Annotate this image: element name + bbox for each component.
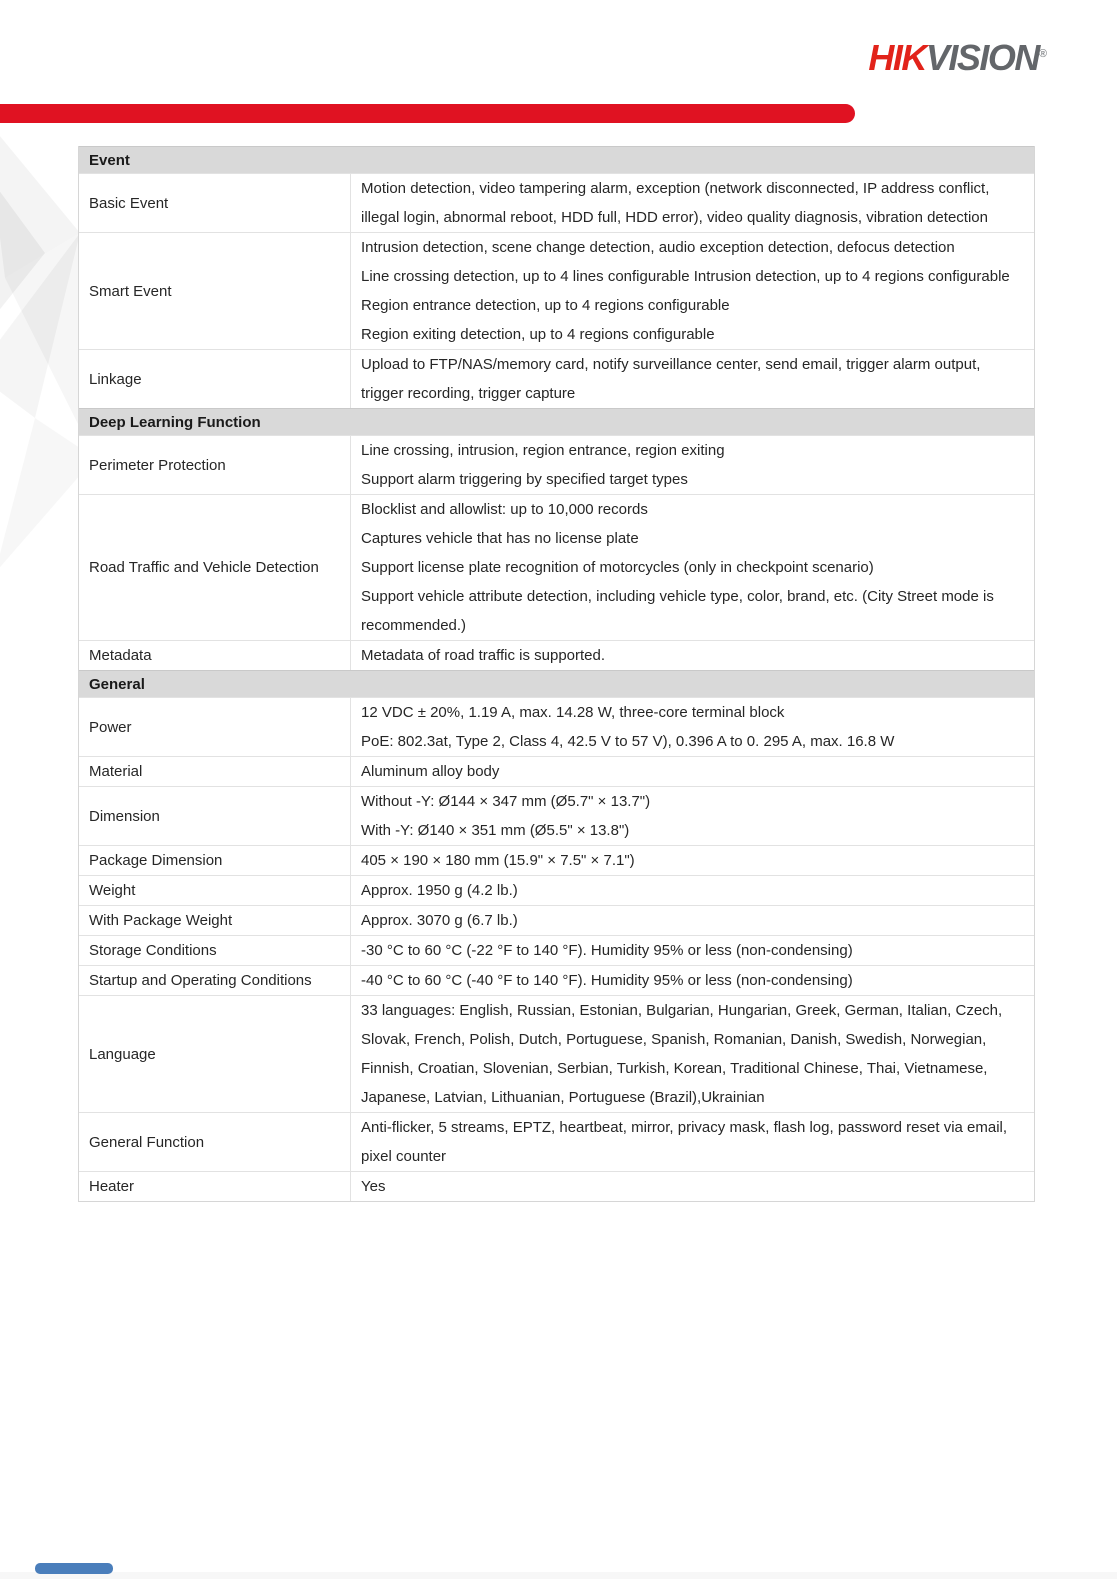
spec-value [351,698,1034,756]
spec-label: Road Traffic and Vehicle Detection [79,495,351,640]
spec-row-startup-and-operating-conditions [79,965,1034,995]
spec-row-package-dimension [79,845,1034,875]
page-bottom-band [0,1572,1117,1579]
spec-value-line: Intrusion detection, scene change detection, audio exception detection, defocus detection [361,239,955,256]
logo-vision-text: VISION [925,37,1039,78]
spec-label: With Package Weight [79,906,351,935]
spec-row-language [79,995,1034,1112]
section-header-event: Event [79,146,1034,173]
spec-label: Power [79,698,351,756]
spec-value-line: Captures vehicle that has no license plate [361,530,639,547]
spec-value [351,757,1034,786]
spec-value-line: Region entrance detection, up to 4 regions configurable [361,297,730,314]
spec-row-metadata [79,640,1034,670]
spec-value-line: Metadata of road traffic is supported. [361,647,606,664]
spec-label: General Function [79,1113,351,1171]
spec-label: Package Dimension [79,846,351,875]
section-header-general: General [79,670,1034,697]
spec-value [351,787,1034,845]
spec-label: Linkage [79,350,351,408]
spec-value [351,436,1034,494]
spec-value-line: Line crossing, intrusion, region entrance, region exiting [361,442,725,459]
spec-row-road-traffic-and-vehicle-detection [79,494,1034,640]
spec-row-power [79,697,1034,756]
spec-label: Language [79,996,351,1112]
spec-value [351,996,1034,1112]
spec-value [351,936,1034,965]
spec-value-line: 33 languages: English, Russian, Estonian, Bulgarian, Hungarian, Greek, German, Italian, Czech, Slovak, French, Polish, Dutch, Portuguese, Spanish, Romanian, Danish, Swedish, Norwegian, Finnish, Croatian, Slovenian, Serbian, Turkish, Korean, Traditional Chinese, Thai, Vietnamese, Japanese, Latvian, Lithuanian, Portuguese (Brazil),Ukrainian [361,1002,1003,1106]
spec-value-line: Approx. 1950 g (4.2 lb.) [361,882,518,899]
spec-value-line: Support license plate recognition of motorcycles (only in checkpoint scenario) [361,559,874,576]
spec-value [351,495,1034,640]
spec-label: Storage Conditions [79,936,351,965]
spec-label: Heater [79,1172,351,1201]
spec-label: Perimeter Protection [79,436,351,494]
spec-label: Basic Event [79,174,351,232]
spec-value-line: Support alarm triggering by specified target types [361,471,688,488]
spec-value-line: Motion detection, video tampering alarm, exception (network disconnected, IP address conflict, illegal login, abnormal reboot, HDD full, HDD error), video quality diagnosis, vibration detection [361,180,990,226]
spec-value-line: Without -Y: Ø144 × 347 mm (Ø5.7" × 13.7") [361,793,651,810]
spec-value-line: Anti-flicker, 5 streams, EPTZ, heartbeat, mirror, privacy mask, flash log, password reset via email, pixel counter [361,1119,1008,1165]
spec-label: Dimension [79,787,351,845]
spec-value-line: Yes [361,1178,386,1195]
spec-label: Smart Event [79,233,351,349]
registered-trademark-icon: ® [1038,48,1047,60]
footer-blue-bar [35,1563,113,1574]
spec-label: Weight [79,876,351,905]
spec-value [351,1172,1034,1201]
spec-table [78,146,1035,1202]
spec-value-line: Line crossing detection, up to 4 lines configurable Intrusion detection, up to 4 regions configurable [361,268,1010,285]
spec-value-line: Support vehicle attribute detection, including vehicle type, color, brand, etc. (City Street mode is recommended.) [361,588,994,634]
spec-value [351,846,1034,875]
spec-value-line: Aluminum alloy body [361,763,500,780]
spec-row-dimension [79,786,1034,845]
spec-row-material [79,756,1034,786]
spec-value-line: With -Y: Ø140 × 351 mm (Ø5.5" × 13.8") [361,822,630,839]
spec-row-linkage [79,349,1034,408]
hikvision-logo [868,37,1047,78]
spec-value-line: -40 °C to 60 °C (-40 °F to 140 °F). Humidity 95% or less (non-condensing) [361,972,853,989]
spec-row-basic-event [79,173,1034,232]
spec-row-weight [79,875,1034,905]
spec-value [351,1113,1034,1171]
spec-value [351,641,1034,670]
spec-label: Metadata [79,641,351,670]
spec-value-line: PoE: 802.3at, Type 2, Class 4, 42.5 V to 57 V), 0.396 A to 0. 295 A, max. 16.8 W [361,733,895,750]
spec-value [351,966,1034,995]
spec-value [351,906,1034,935]
spec-value-line: Region exiting detection, up to 4 regions configurable [361,326,715,343]
spec-value-line: 405 × 190 × 180 mm (15.9" × 7.5" × 7.1") [361,852,635,869]
spec-value [351,350,1034,408]
spec-value-line: Blocklist and allowlist: up to 10,000 records [361,501,648,518]
spec-value [351,174,1034,232]
spec-row-perimeter-protection [79,435,1034,494]
spec-row-general-function [79,1112,1034,1171]
spec-row-storage-conditions [79,935,1034,965]
section-header-deep-learning-function: Deep Learning Function [79,408,1034,435]
spec-value-line: Approx. 3070 g (6.7 lb.) [361,912,518,929]
spec-label: Startup and Operating Conditions [79,966,351,995]
spec-row-smart-event [79,232,1034,349]
spec-value [351,233,1034,349]
spec-label: Material [79,757,351,786]
logo-hik-text: HIK [868,37,926,78]
spec-value-line: Upload to FTP/NAS/memory card, notify surveillance center, send email, trigger alarm output, trigger recording, trigger capture [361,356,981,402]
header-red-accent-bar [0,104,855,123]
spec-row-heater [79,1171,1034,1201]
spec-row-with-package-weight [79,905,1034,935]
spec-value [351,876,1034,905]
spec-value-line: -30 °C to 60 °C (-22 °F to 140 °F). Humidity 95% or less (non-condensing) [361,942,853,959]
spec-value-line: 12 VDC ± 20%, 1.19 A, max. 14.28 W, three-core terminal block [361,704,785,721]
